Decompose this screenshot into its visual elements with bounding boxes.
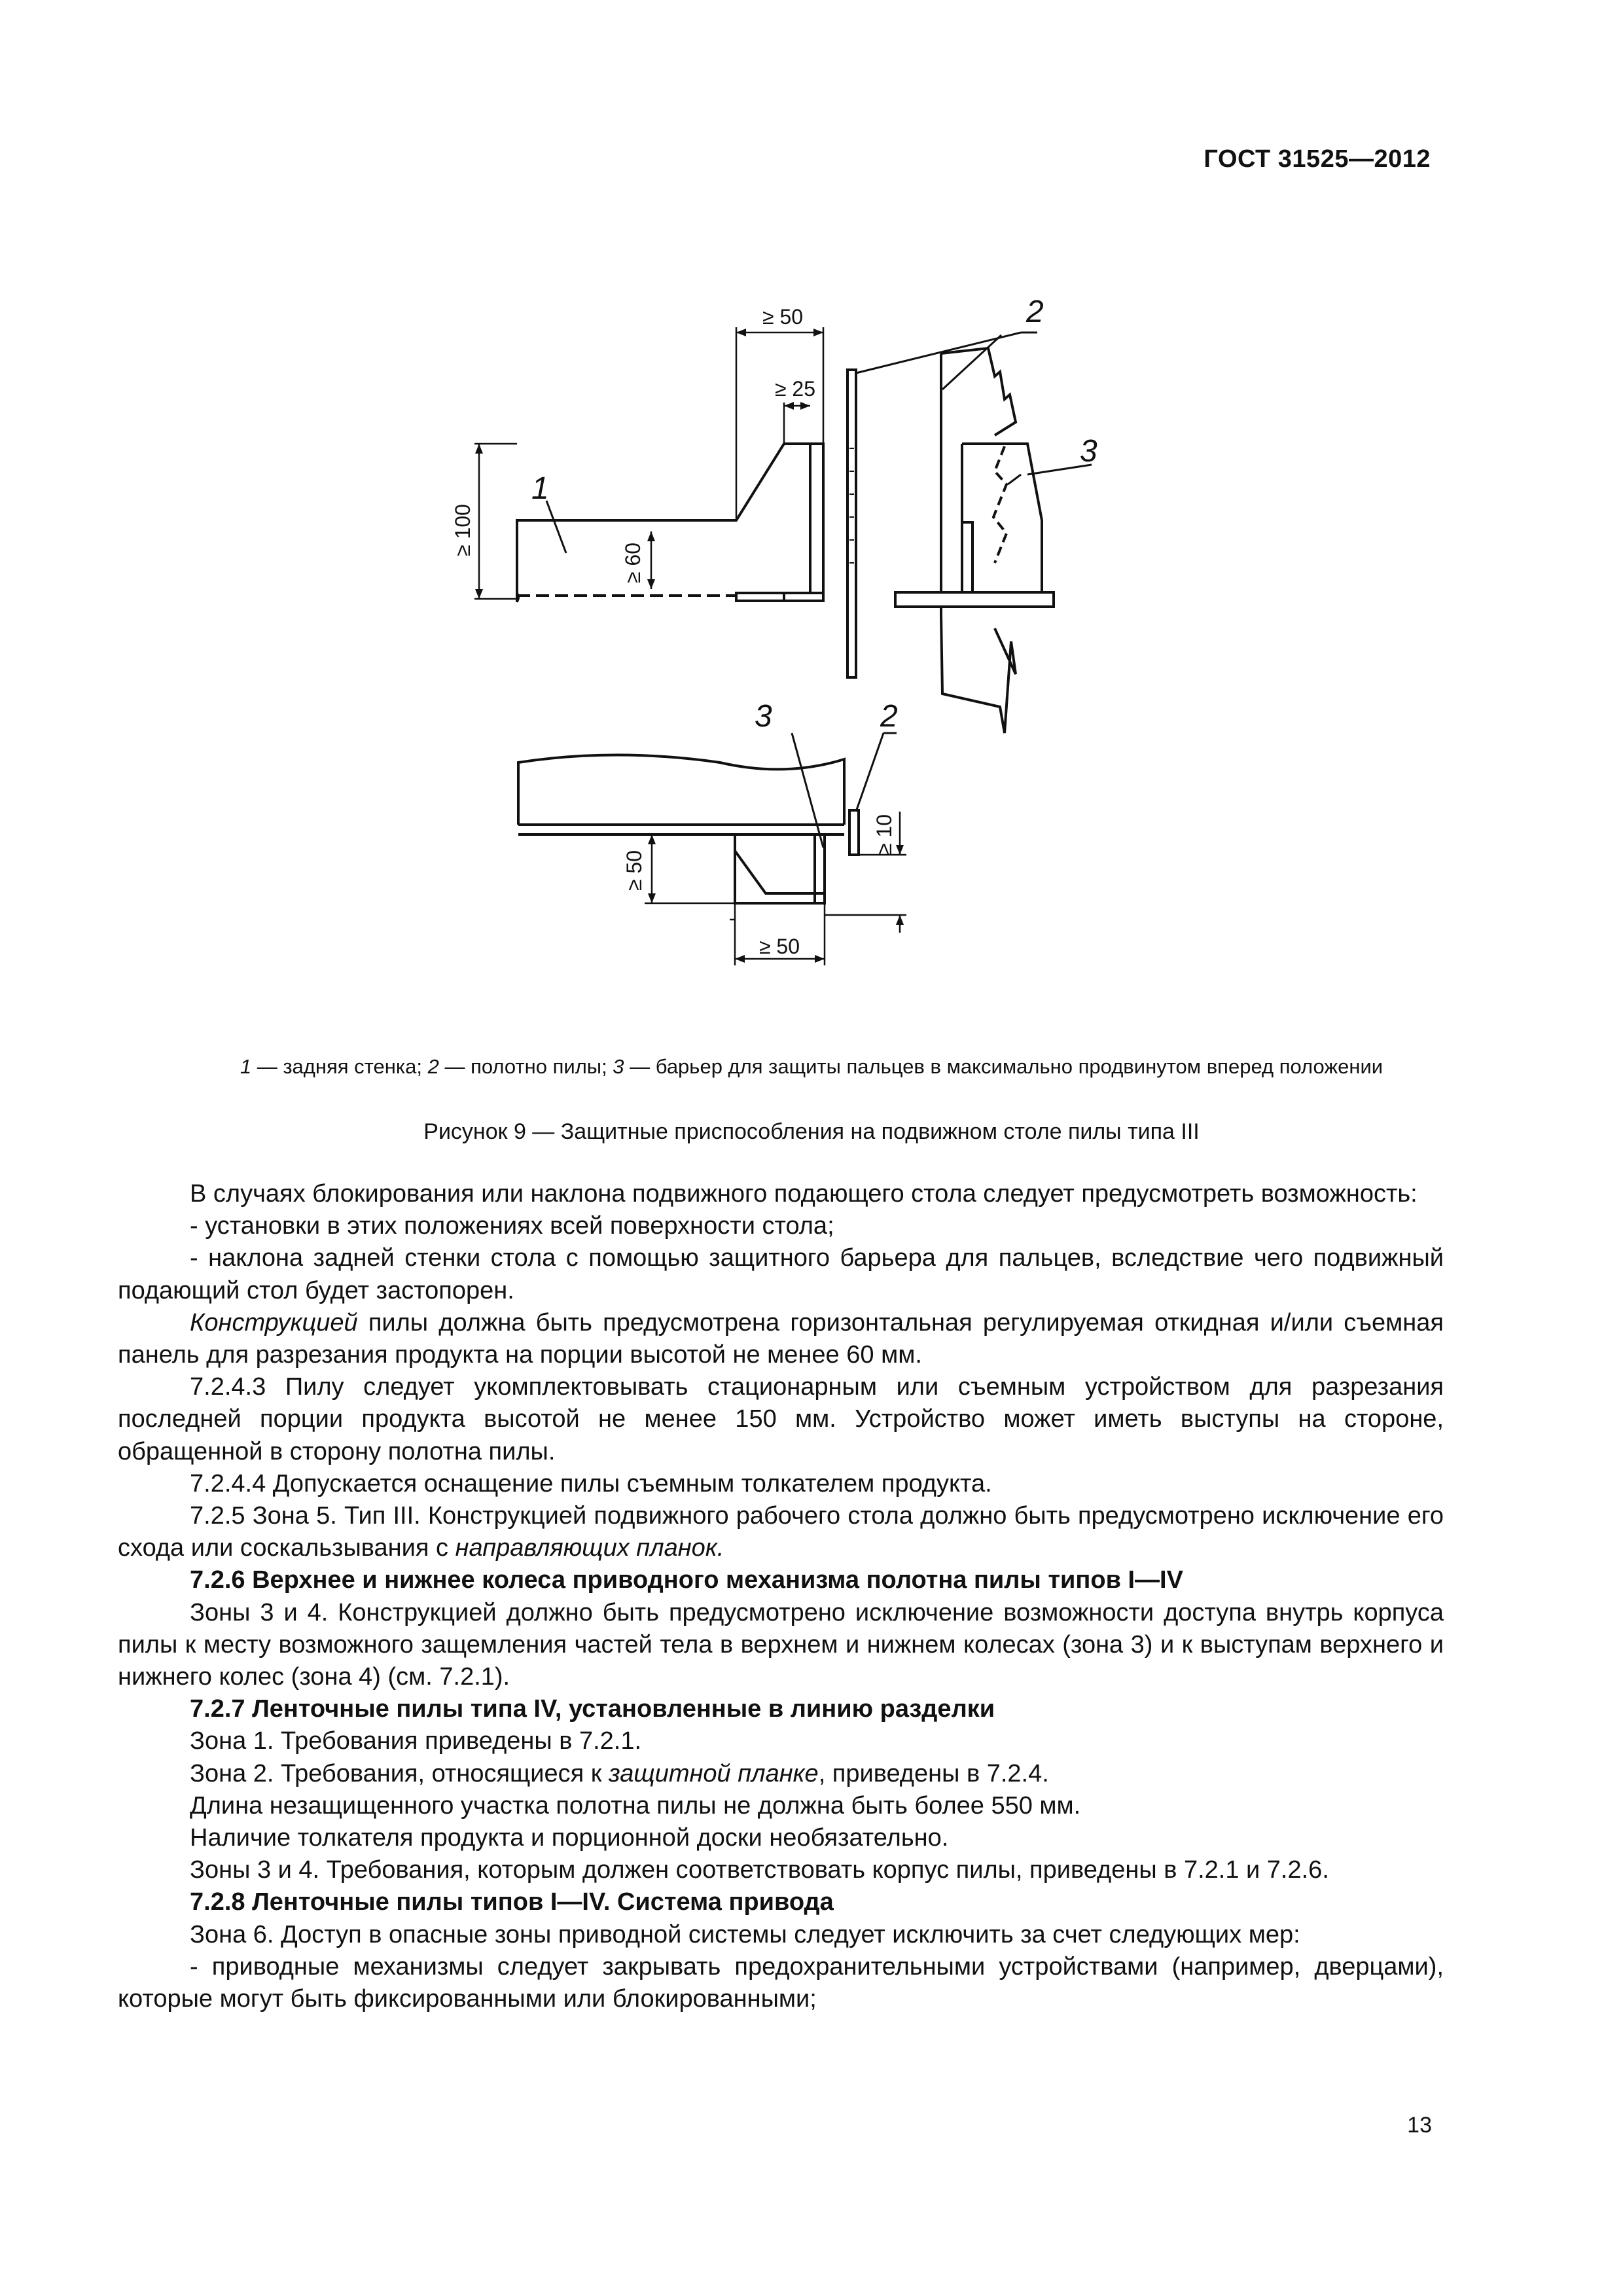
paragraph — [118, 1758, 1444, 1790]
back-wall-part — [517, 444, 823, 602]
dimension-lines-bottom — [645, 733, 906, 965]
paragraph: Зоны 3 и 4. Конструкцией должно быть предусмотрено исключение возможности доступа внутрь корпуса пилы к месту возможного защемления частей тела в верхнем и нижнем колесах (зона 3) и к выступам верхнего и нижнего колес (зона 4) (см. 7.2.1). — [118, 1598, 1444, 1691]
paragraph — [118, 1307, 1444, 1371]
dim-label-100: ≥ 100 — [451, 504, 474, 556]
italic-term: Конструкцией — [190, 1308, 358, 1336]
ref-label-3-bottom: 3 — [755, 699, 772, 734]
ref-label-2-bottom: 2 — [880, 699, 898, 734]
paragraph: 7.2.4.3 Пилу следует укомплектовывать стационарным или съемным устройством для разрезания последней порции продукта высотой не менее 150 мм. Устройство может иметь выступы на стороне, обращенной в сторону полотна пилы. — [118, 1373, 1444, 1465]
body-text — [118, 1178, 1444, 2015]
dim-label-25: ≥ 25 — [774, 377, 816, 401]
dim-label-50-side: ≥ 50 — [622, 850, 646, 891]
ref-label-2-top: 2 — [1026, 295, 1044, 329]
figure-caption: Рисунок 9 — Защитные приспособления на подвижном столе пилы типа III — [423, 1119, 1200, 1144]
saw-blade-top — [847, 370, 856, 677]
legend-text-3: — барьер для защиты пальцев в максимально продвинутом вперед положении — [624, 1055, 1383, 1078]
paragraph-text: Зона 2. Требования, относящиеся к — [190, 1759, 609, 1787]
dim-label-50-bottom: ≥ 50 — [758, 935, 800, 958]
figure-9-drawing — [419, 275, 1270, 982]
paragraph: Зона 6. Доступ в опасные зоны приводной системы следует исключить за счет следующих мер: — [190, 1920, 1300, 1948]
table-dashed-line — [517, 593, 823, 601]
legend-text-1: — задняя стенка; — [251, 1055, 428, 1078]
paragraph — [118, 1500, 1444, 1564]
document-header: ГОСТ 31525—2012 — [1204, 145, 1431, 173]
figure-legend — [0, 1055, 1623, 1079]
paragraph: В случаях блокирования или наклона подвижного подающего стола следует предусмотреть возможность: — [190, 1180, 1418, 1208]
bottom-view-table — [518, 755, 859, 904]
italic-term: направляющих планок. — [455, 1534, 724, 1562]
figure-9-svg — [419, 275, 1270, 982]
ref-label-3-top: 3 — [1080, 434, 1097, 469]
blade-guide-right — [895, 348, 1054, 733]
section-heading-7-2-7: 7.2.7 Ленточные пилы типа IV, установленные в линию разделки — [190, 1695, 995, 1723]
paragraph-text: пилы должна быть предусмотрена горизонтальная регулируемая откидная и/или съемная панель для разрезания продукта на порции высотой не менее 60 мм. — [118, 1308, 1444, 1369]
paragraph: Наличие толкателя продукта и порционной доски необязательно. — [190, 1824, 949, 1852]
list-item: - наклона задней стенки стола с помощью защитного барьера для пальцев, вследствие чего подвижный подающий стол будет застопорен. — [118, 1244, 1444, 1304]
paragraph-text: 7.2.5 Зона 5. Тип III. Конструкцией подвижного рабочего стола должно быть предусмотрено исключение его схода или соскальзывания с — [118, 1502, 1444, 1562]
ref-label-1: 1 — [531, 471, 549, 506]
dim-label-10: ≥ 10 — [872, 814, 896, 855]
page-number: 13 — [1407, 2113, 1432, 2138]
paragraph: 7.2.4.4 Допускается оснащение пилы съемным толкателем продукта. — [190, 1469, 992, 1498]
section-heading-7-2-6: 7.2.6 Верхнее и нижнее колеса приводного механизма полотна пилы типов I—IV — [190, 1566, 1183, 1594]
dim-label-50-top: ≥ 50 — [762, 305, 804, 329]
legend-num-2: 2 — [427, 1055, 439, 1078]
dim-label-60: ≥ 60 — [621, 542, 645, 584]
italic-term: защитной планке — [608, 1759, 819, 1787]
list-item: - установки в этих положениях всей поверхности стола; — [190, 1212, 834, 1240]
legend-num-1: 1 — [240, 1055, 252, 1078]
paragraph: Длина незащищенного участка полотна пилы не должна быть более 550 мм. — [190, 1791, 1081, 1820]
paragraph-text: , приведены в 7.2.4. — [818, 1759, 1049, 1787]
list-item: - приводные механизмы следует закрывать предохранительными устройствами (например, дверцами), которые могут быть фиксированными или блокированными; — [118, 1952, 1444, 2013]
paragraph: Зоны 3 и 4. Требования, которым должен соответствовать корпус пилы, приведены в 7.2.1 и 7.2.6. — [190, 1856, 1329, 1884]
paragraph: Зона 1. Требования приведены в 7.2.1. — [190, 1727, 642, 1755]
legend-num-3: 3 — [613, 1055, 624, 1078]
legend-text-2: — полотно пилы; — [438, 1055, 613, 1078]
section-heading-7-2-8: 7.2.8 Ленточные пилы типов I—IV. Система привода — [190, 1888, 834, 1916]
